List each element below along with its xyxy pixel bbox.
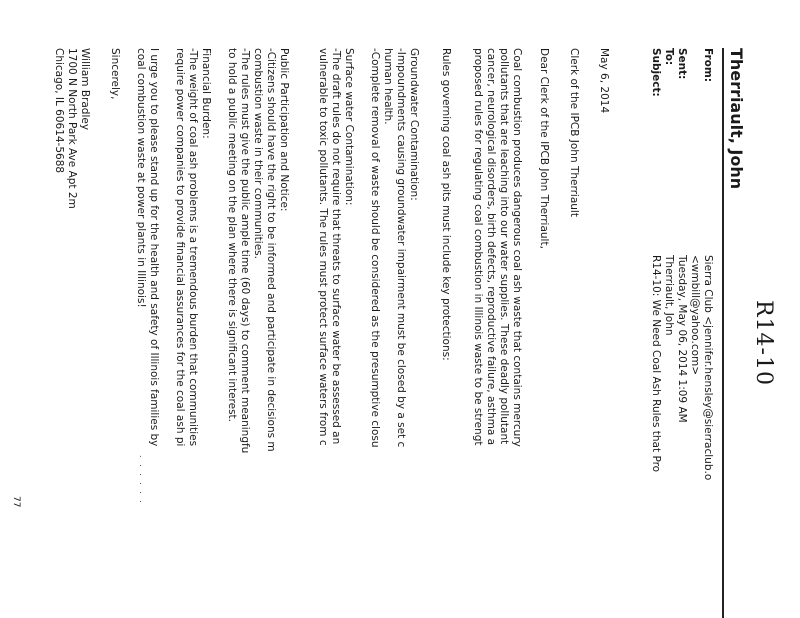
closing-line: I urge you to please stand up for the health and safety of Illinois families by <box>148 48 160 447</box>
rules-line: Rules governing coal ash pits must include key protections: <box>440 48 452 361</box>
public-line: -The rules must give the public ample time (60 days) to comment meaningfu <box>239 48 251 454</box>
public-line: -Citizens should have the right to be informed and participate in decisions m <box>265 48 277 452</box>
intro-line: proposed rules for regulating coal combustion in Illinois waste to be strengt <box>472 48 484 446</box>
to-label: To: <box>663 48 675 66</box>
subject-label: Subject: <box>650 48 662 97</box>
surface-line: vulnerable to toxic pollutants. The rules must protect surface waters from c <box>317 48 329 446</box>
groundwater-line: -Complete removal of waste should be considered as the presumptive closu <box>369 48 381 448</box>
letter-recipient: Clerk of the IPCB John Therriault <box>568 48 580 217</box>
signature-city: Chicago, IL 60614-5688 <box>53 48 65 174</box>
groundwater-line: human health. <box>382 48 394 125</box>
sent-value: Tuesday, May 06, 2014 1:09 AM <box>676 255 688 423</box>
from-label: From: <box>702 48 714 83</box>
header-rule <box>722 48 724 618</box>
public-heading: Public Participation and Notice: <box>278 48 290 212</box>
signature-name: William Bradley <box>79 48 91 131</box>
letter-date: May 6, 2014 <box>598 48 610 114</box>
letter-salutation: Dear Clerk of the IPCB John Therriault, <box>538 48 550 249</box>
public-line: to hold a public meeting on the plan where there is significant interest. <box>226 48 238 423</box>
sign-off: Sincerely, <box>109 48 121 100</box>
signature-address: 1700 N North Park Ave Apt 2m <box>66 48 78 209</box>
groundwater-heading: Groundwater Contamination: <box>408 48 420 201</box>
to-value: Therriault, John <box>663 255 675 336</box>
scan-dots: . . . . . . <box>138 455 147 505</box>
intro-line: pollutants that are leaching into our water supplies. These deadly pollutant <box>498 48 510 445</box>
sent-label: Sent: <box>676 48 688 80</box>
surface-line: -The draft rules do not require that threats to surface water be assessed an <box>330 48 342 445</box>
financial-line: require power companies to provide financial assurances for the coal ash pi <box>174 48 186 447</box>
surface-heading: Surface water Contamination: <box>343 48 355 206</box>
subject-value: R14-10: We Need Coal Ash Rules that Pro <box>650 255 662 473</box>
page-number: 77 <box>11 496 21 508</box>
public-line: combustion waste in their communities. <box>252 48 264 259</box>
financial-heading: Financial Burden: <box>200 48 212 139</box>
sender-name-heading: Therriault, John <box>727 48 746 190</box>
from-value-line2: <wmbill@yahoo.com> <box>689 255 701 376</box>
financial-line: -The weight of coal ash problems is a tremendous burden that communities <box>187 48 199 447</box>
intro-line: cancer, neurological disorders, birth defects, reproductive failure, asthma a <box>485 48 497 446</box>
closing-line: coal combustion waste at power plants in Illinois! <box>135 48 147 308</box>
intro-line: Coal combustion produces dangerous coal ash waste that contains mercury <box>511 48 523 447</box>
docket-stamp: R14-10 <box>751 300 776 386</box>
groundwater-line: -Impoundments causing groundwater impairment must be closed by a set c <box>395 48 407 448</box>
from-value: Sierra Club <jennifer.hensley@sierraclub.o <box>702 255 714 481</box>
